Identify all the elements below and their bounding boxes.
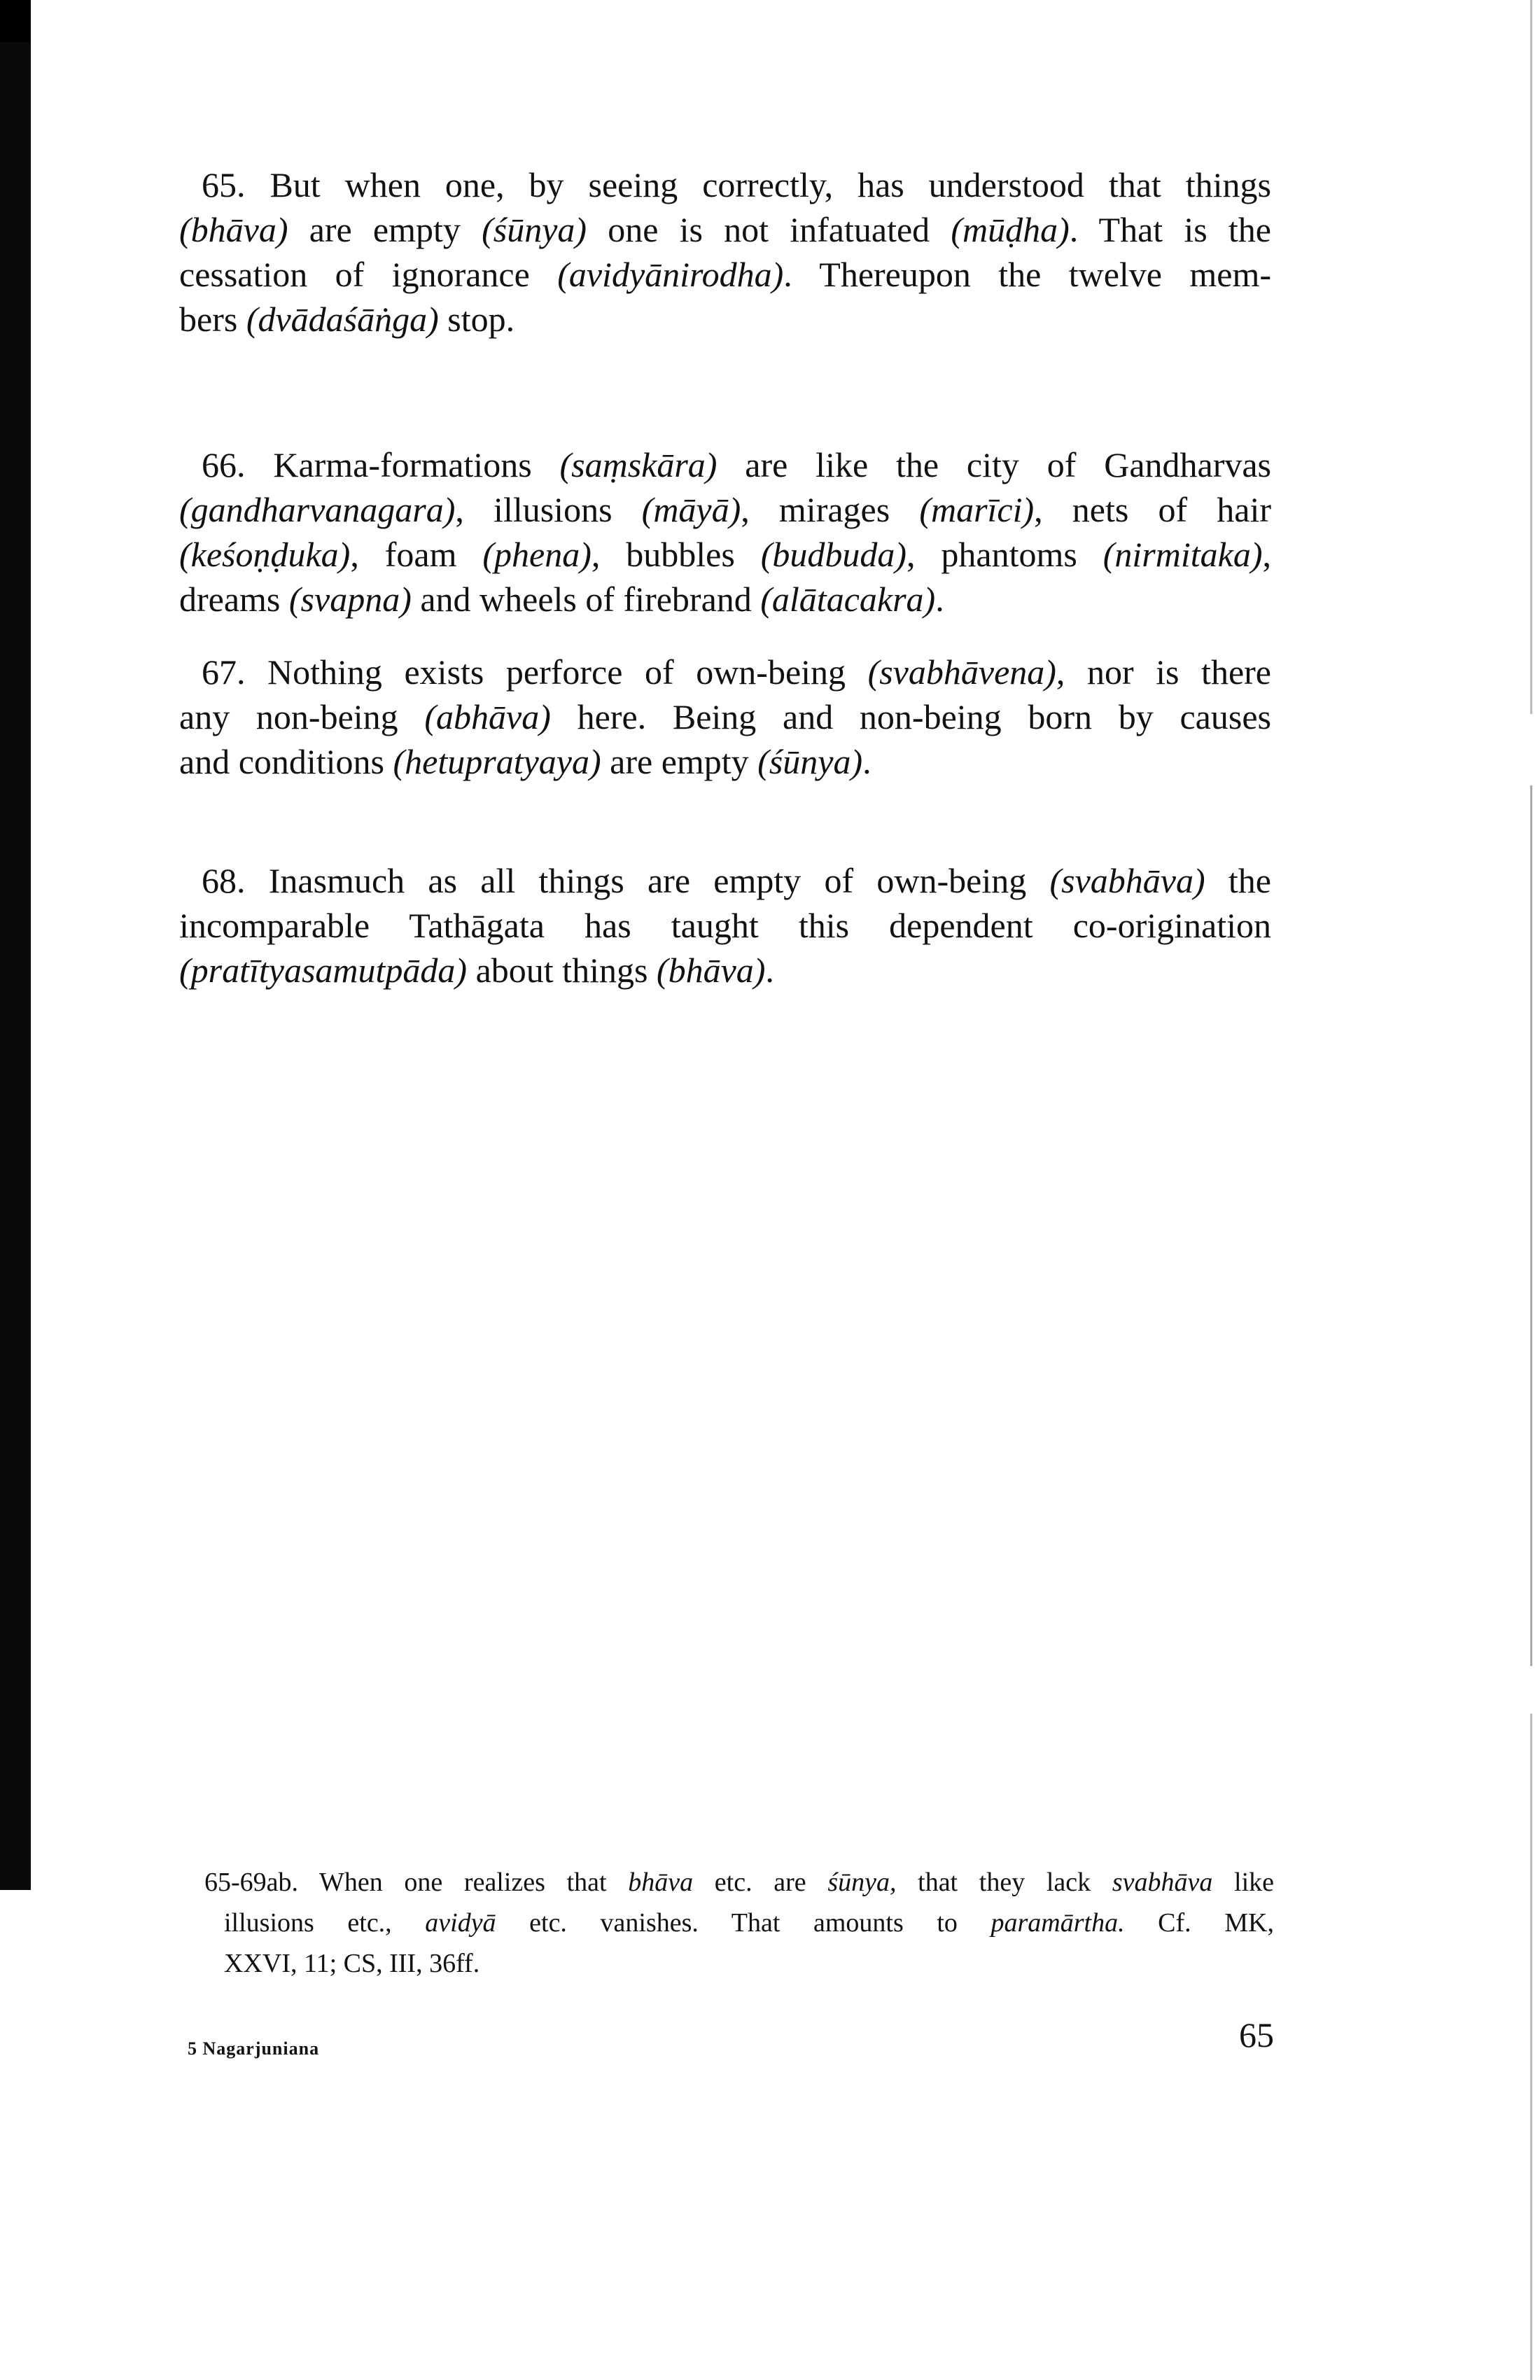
text-line bbox=[204, 1943, 1274, 1984]
text-line bbox=[179, 577, 1271, 622]
text-run: etc. vanishes. That amounts to bbox=[496, 1908, 991, 1938]
text-run: , foam bbox=[350, 535, 483, 574]
text-run: 65. But when one, by seeing correctly, has understood that things bbox=[202, 165, 1271, 204]
text-run: . bbox=[765, 951, 774, 990]
italic-term: (bhāva) bbox=[656, 951, 766, 990]
italic-term: (gandharvanagara) bbox=[179, 490, 456, 529]
italic-term: paramārtha. bbox=[990, 1908, 1125, 1938]
page-number: 65 bbox=[1239, 2015, 1274, 2054]
italic-term: avidyā bbox=[425, 1908, 496, 1938]
page-edge bbox=[1530, 0, 1532, 2380]
text-run: etc. are bbox=[693, 1868, 828, 1897]
text-line bbox=[179, 442, 1271, 487]
text-line bbox=[179, 487, 1271, 532]
text-run: . bbox=[862, 742, 872, 781]
italic-term: (bhāva) bbox=[179, 210, 288, 249]
text-line bbox=[179, 207, 1271, 252]
italic-term: (svabhāva) bbox=[1049, 861, 1205, 900]
text-run: 68. Inasmuch as all things are empty of own-being bbox=[202, 861, 1050, 900]
text-run: , phantoms bbox=[906, 535, 1103, 574]
text-run: are empty bbox=[601, 742, 758, 781]
text-run: like bbox=[1212, 1868, 1275, 1897]
text-line bbox=[179, 162, 1271, 207]
text-line bbox=[179, 297, 1271, 342]
text-run: , bubbles bbox=[591, 535, 761, 574]
text-run: and wheels of firebrand bbox=[411, 580, 761, 619]
verse-68 bbox=[179, 858, 1271, 993]
text-run: incomparable Tathāgata has taught this dependent co-origination bbox=[179, 906, 1271, 945]
italic-term: (śūnya) bbox=[482, 210, 587, 249]
text-run: bers bbox=[179, 300, 246, 339]
italic-term: (mūḍha) bbox=[951, 210, 1070, 249]
italic-term: śūnya, bbox=[827, 1868, 897, 1897]
italic-term: (saṃskāra) bbox=[559, 445, 718, 484]
italic-term: (budbuda) bbox=[760, 535, 907, 574]
text-run: about things bbox=[467, 951, 657, 990]
text-line bbox=[179, 252, 1271, 297]
italic-term: (alātacakra) bbox=[760, 580, 936, 619]
italic-term: (dvādaśāṅga) bbox=[246, 300, 439, 339]
italic-term: (māyā) bbox=[641, 490, 741, 529]
italic-term: (śūnya) bbox=[757, 742, 863, 781]
text-run: 67. Nothing exists perforce of own-being bbox=[202, 652, 868, 692]
book-binding-edge bbox=[0, 0, 31, 1890]
italic-term: (avidyānirodha) bbox=[557, 255, 784, 294]
italic-term: (svabhāvena) bbox=[867, 652, 1056, 692]
text-run: , mirages bbox=[741, 490, 920, 529]
italic-term: svabhāva bbox=[1112, 1868, 1213, 1897]
italic-term: (keśoṇḍuka) bbox=[179, 535, 351, 574]
italic-term: bhāva bbox=[628, 1868, 694, 1897]
text-run: . Thereupon the twelve mem- bbox=[783, 255, 1272, 294]
text-run: one is not infatuated bbox=[587, 210, 951, 249]
verse-65 bbox=[179, 162, 1271, 342]
text-line bbox=[179, 948, 1271, 993]
verse-66 bbox=[179, 442, 1271, 622]
text-line bbox=[179, 650, 1271, 694]
text-line bbox=[179, 739, 1271, 784]
text-line bbox=[179, 694, 1271, 739]
text-run: stop. bbox=[438, 300, 515, 339]
italic-term: (marīci) bbox=[919, 490, 1035, 529]
text-run: Cf. MK, bbox=[1124, 1908, 1274, 1938]
italic-term: (abhāva) bbox=[424, 697, 551, 736]
text-run: 65-69ab. When one realizes that bbox=[204, 1868, 629, 1897]
italic-term: (svapna) bbox=[288, 580, 412, 619]
text-run: , illusions bbox=[455, 490, 642, 529]
signature-mark: 5 Nagarjuniana bbox=[188, 2038, 320, 2059]
text-run: cessation of ignorance bbox=[179, 255, 558, 294]
text-run: here. Being and non-being born by causes bbox=[550, 697, 1271, 736]
verse-67 bbox=[179, 650, 1271, 784]
text-run: 66. Karma-formations bbox=[202, 445, 560, 484]
text-run: dreams bbox=[179, 580, 289, 619]
text-line bbox=[204, 1862, 1274, 1903]
footnote bbox=[204, 1862, 1274, 1984]
italic-term: (nirmitaka) bbox=[1102, 535, 1263, 574]
text-run: , nor is there bbox=[1056, 652, 1271, 692]
italic-term: (hetupratyaya) bbox=[393, 742, 601, 781]
text-run: any non-being bbox=[179, 697, 425, 736]
text-line bbox=[204, 1903, 1274, 1943]
text-run: , nets of hair bbox=[1034, 490, 1271, 529]
italic-term: (phena) bbox=[482, 535, 592, 574]
text-run: . That is the bbox=[1069, 210, 1271, 249]
text-run: are empty bbox=[288, 210, 482, 249]
text-run: , bbox=[1262, 535, 1271, 574]
text-line bbox=[179, 903, 1271, 948]
text-run: . bbox=[935, 580, 944, 619]
italic-term: (pratītyasamutpāda) bbox=[179, 951, 468, 990]
text-run: and conditions bbox=[179, 742, 393, 781]
text-line bbox=[179, 858, 1271, 903]
text-line bbox=[179, 532, 1271, 577]
text-run: that they lack bbox=[896, 1868, 1112, 1897]
text-run: illusions etc., bbox=[224, 1908, 426, 1938]
text-run: XXVI, 11; CS, III, 36ff. bbox=[224, 1949, 480, 1978]
text-run: are like the city of Gandharvas bbox=[717, 445, 1271, 484]
text-run: the bbox=[1205, 861, 1271, 900]
